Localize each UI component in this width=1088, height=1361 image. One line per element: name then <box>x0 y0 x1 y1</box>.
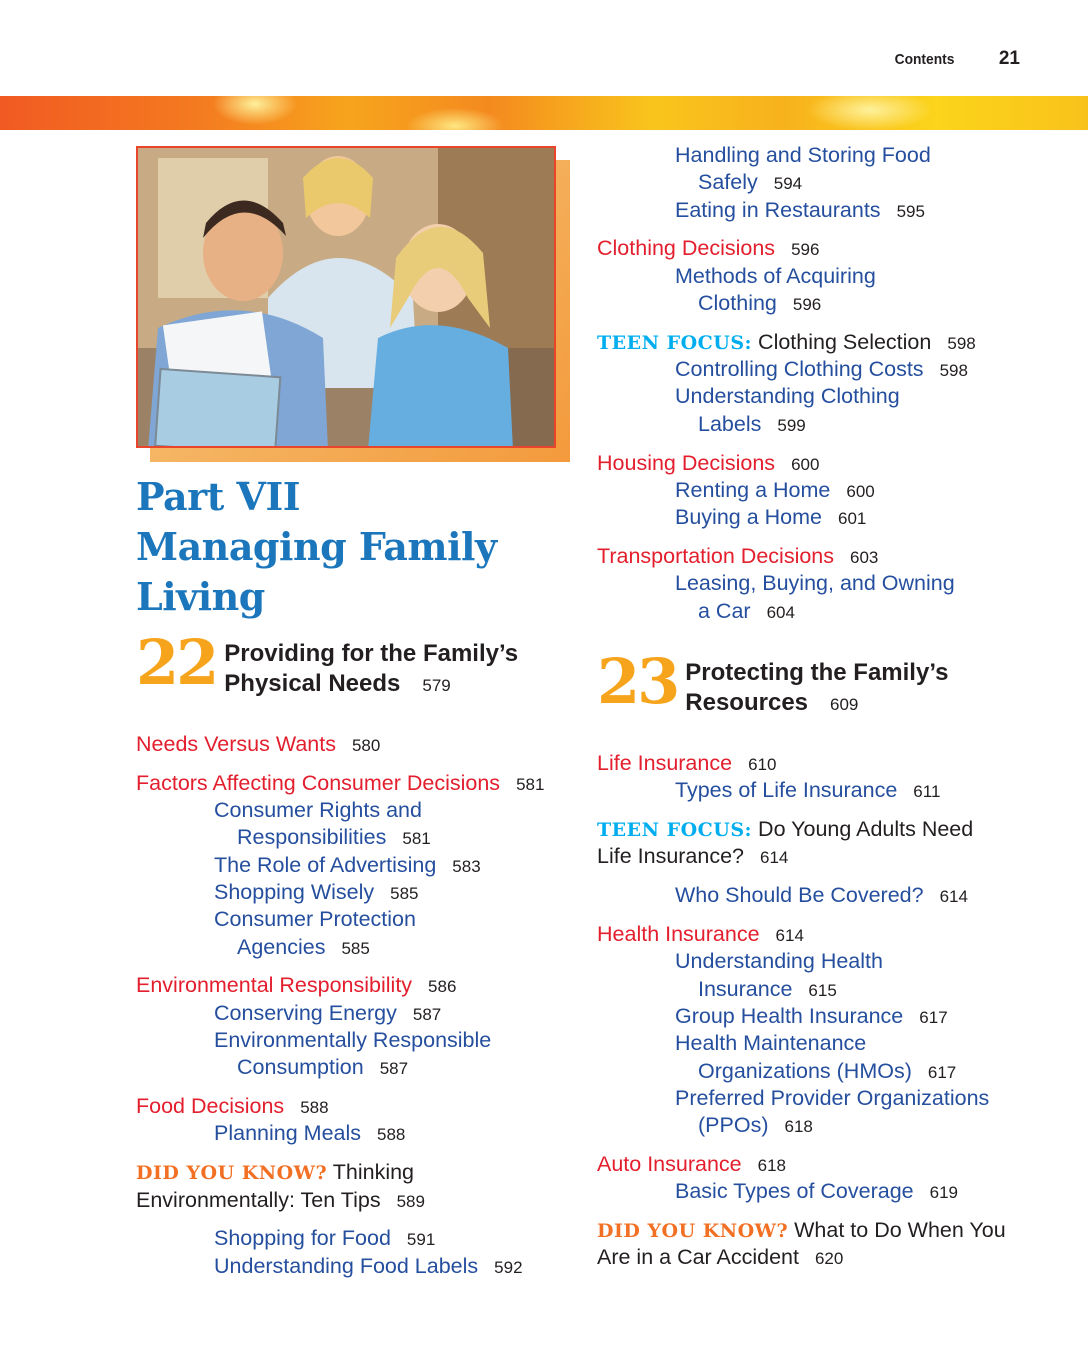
toc-subsection-entry[interactable] <box>698 290 821 318</box>
entry-page-number: 592 <box>494 1257 523 1277</box>
entry-page-number: 598 <box>939 361 968 381</box>
chapter-22-number: 22 <box>136 626 217 699</box>
toc-subsection-entry[interactable] <box>675 197 925 225</box>
entry-page-number: 586 <box>428 977 457 997</box>
entry-page-number: 587 <box>379 1059 409 1079</box>
entry-page-number: 618 <box>757 1155 786 1175</box>
entry-page-number: 614 <box>939 887 968 907</box>
toc-subsection-entry[interactable] <box>214 906 416 933</box>
entry-title: Housing Decisions <box>597 450 776 475</box>
entry-page-number: 585 <box>390 884 419 903</box>
toc-subsection-entry[interactable] <box>698 1058 956 1086</box>
entry-title: Environmental Responsibility <box>136 973 413 998</box>
entry-title: Methods of Acquiring <box>675 263 876 288</box>
toc-section-entry[interactable] <box>597 921 804 949</box>
teen-focus-feature[interactable] <box>597 816 973 844</box>
entry-title: Leasing, Buying, and Owning <box>675 571 955 596</box>
feature-label: DID YOU KNOW? <box>136 1162 328 1185</box>
toc-subsection-entry[interactable] <box>237 934 370 962</box>
toc-subsection-entry[interactable] <box>675 948 883 975</box>
toc-subsection-entry[interactable] <box>214 879 419 907</box>
toc-subsection-entry[interactable] <box>675 1178 958 1206</box>
entry-title: Group Health Insurance <box>675 1003 904 1028</box>
entry-title: Are in a Car Accident <box>597 1245 799 1270</box>
entry-title: Agencies <box>237 934 326 959</box>
entry-title: Shopping Wisely <box>214 880 375 904</box>
entry-page-number: 615 <box>808 980 837 1000</box>
entry-title: Consumer Rights and <box>214 798 422 823</box>
entry-page-number: 588 <box>300 1098 329 1118</box>
entry-page-number: 588 <box>377 1125 406 1145</box>
chapter-23-number: 23 <box>597 645 678 718</box>
entry-title: Needs Versus Wants <box>136 732 336 756</box>
entry-title: Renting a Home <box>675 477 831 502</box>
entry-title: Organizations (HMOs) <box>698 1058 912 1083</box>
toc-section-entry[interactable] <box>597 450 819 478</box>
section-label: Contents <box>894 51 955 68</box>
toc-subsection-entry[interactable] <box>675 383 900 410</box>
entry-page-number: 598 <box>947 333 976 353</box>
entry-page-number: 595 <box>896 201 925 221</box>
toc-subsection-entry[interactable] <box>597 843 788 871</box>
entry-page-number: 601 <box>838 509 867 529</box>
chapter-22-title[interactable] <box>224 639 518 701</box>
entry-page-number: 583 <box>452 856 481 876</box>
chapter-22-page: 579 <box>422 676 451 695</box>
toc-subsection-entry[interactable] <box>675 142 931 169</box>
toc-subsection-entry[interactable] <box>675 263 876 290</box>
entry-page-number: 620 <box>814 1249 844 1269</box>
running-header <box>892 48 1020 70</box>
entry-title: Safely <box>698 170 758 195</box>
toc-subsection-entry[interactable] <box>214 1027 491 1054</box>
toc-subsection-entry[interactable] <box>214 797 422 824</box>
entry-page-number: 619 <box>929 1183 958 1203</box>
entry-title: Understanding Health <box>675 949 883 974</box>
toc-subsection-entry[interactable] <box>214 1000 441 1028</box>
entry-page-number: 618 <box>784 1117 813 1137</box>
entry-title: Labels <box>698 411 762 436</box>
entry-title: Environmentally Responsible <box>214 1028 492 1052</box>
toc-subsection-entry[interactable] <box>675 777 940 805</box>
toc-subsection-entry[interactable] <box>237 1054 408 1082</box>
toc-subsection-entry[interactable] <box>675 477 875 505</box>
feature-label: TEEN FOCUS: <box>597 819 753 842</box>
entry-title: Eating in Restaurants <box>675 197 881 222</box>
entry-page-number: 610 <box>748 755 777 774</box>
entry-page-number: 580 <box>351 736 381 755</box>
entry-title: Buying a Home <box>675 505 822 530</box>
entry-page-number: 596 <box>791 240 820 260</box>
toc-subsection-entry[interactable] <box>698 169 802 197</box>
toc-subsection-entry[interactable] <box>237 824 431 852</box>
chapter-23-title-line2: Resources <box>685 689 809 716</box>
entry-page-number: 596 <box>792 295 822 314</box>
entry-title: Understanding Clothing <box>675 384 900 409</box>
chapter-23-title-line1: Protecting the Family’s <box>685 659 949 686</box>
feature-label: TEEN FOCUS: <box>597 331 753 354</box>
part-heading-line1: Part VII <box>136 474 301 519</box>
toc-section-entry[interactable] <box>136 770 544 798</box>
entry-page-number: 585 <box>341 938 370 958</box>
entry-title: Conserving Energy <box>214 1000 397 1025</box>
entry-title: The Role of Advertising <box>214 852 437 877</box>
entry-page-number: 587 <box>412 1004 442 1024</box>
entry-title: Controlling Clothing Costs <box>675 357 924 382</box>
chapter-23-heading <box>597 645 949 720</box>
toc-section-entry[interactable] <box>597 235 819 263</box>
entry-title: What to Do When You <box>794 1218 1006 1242</box>
entry-title: Basic Types of Coverage <box>675 1179 914 1204</box>
entry-title: Planning Meals <box>214 1121 362 1146</box>
entry-page-number: 603 <box>850 547 879 567</box>
chapter-22-title-line2: Physical Needs <box>224 670 401 697</box>
entry-title: Consumer Protection <box>214 907 416 932</box>
entry-page-number: 594 <box>773 174 803 194</box>
entry-title: Preferred Provider Organizations <box>675 1085 990 1110</box>
entry-title: Who Should Be Covered? <box>675 883 924 908</box>
toc-subsection-entry[interactable] <box>675 504 866 532</box>
entry-title: Environmentally: Ten Tips <box>136 1187 381 1212</box>
entry-title: Clothing Decisions <box>597 236 776 261</box>
chapter-23-title[interactable] <box>685 658 948 720</box>
toc-subsection-entry[interactable] <box>698 411 806 439</box>
family-photo-illustration <box>138 148 556 448</box>
entry-title: Consumption <box>237 1055 364 1080</box>
entry-title: a Car <box>698 598 751 623</box>
chapter-23-page: 609 <box>830 695 859 714</box>
entry-page-number: 614 <box>775 926 804 945</box>
entry-title: Factors Affecting Consumer Decisions <box>136 770 501 795</box>
toc-subsection-entry[interactable] <box>698 976 837 1004</box>
toc-subsection-entry[interactable] <box>136 1187 425 1215</box>
page-number: 21 <box>998 48 1020 69</box>
entry-title: Do Young Adults Need <box>758 817 974 842</box>
entry-title: Auto Insurance <box>597 1151 742 1176</box>
family-photo <box>136 146 556 448</box>
toc-subsection-entry[interactable] <box>698 598 795 626</box>
toc-subsection-entry[interactable] <box>675 1085 989 1112</box>
entry-title: Shopping for Food <box>214 1226 391 1251</box>
entry-title: Understanding Food Labels <box>214 1253 479 1278</box>
toc-section-entry[interactable] <box>597 750 776 778</box>
toc-subsection-entry[interactable] <box>597 1244 843 1272</box>
entry-page-number: 581 <box>516 774 545 794</box>
toc-subsection-entry[interactable] <box>214 852 481 880</box>
chapter-22-heading <box>136 626 519 701</box>
toc-subsection-entry[interactable] <box>698 1112 813 1140</box>
entry-title: (PPOs) <box>698 1113 769 1138</box>
entry-title: Transportation Decisions <box>597 543 835 568</box>
part-heading-line3: Living <box>136 574 265 619</box>
toc-section-entry[interactable] <box>136 972 456 1000</box>
feature-label: DID YOU KNOW? <box>597 1220 789 1242</box>
toc-subsection-entry[interactable] <box>675 1003 948 1031</box>
entry-page-number: 600 <box>846 481 875 501</box>
toc-section-entry[interactable] <box>136 731 380 759</box>
decorative-flame-band <box>0 96 1088 130</box>
toc-subsection-entry[interactable] <box>214 1225 435 1253</box>
did-you-know-feature[interactable] <box>136 1159 414 1187</box>
chapter-22-title-line1: Providing for the Family’s <box>224 640 519 667</box>
toc-subsection-entry[interactable] <box>675 1030 866 1057</box>
toc-subsection-entry[interactable] <box>675 882 968 910</box>
part-heading <box>136 472 497 622</box>
entry-title: Health Insurance <box>597 922 760 946</box>
toc-section-entry[interactable] <box>597 1151 786 1179</box>
entry-page-number: 617 <box>927 1062 957 1082</box>
part-heading-line2: Managing Family <box>136 524 497 569</box>
entry-page-number: 589 <box>396 1191 425 1211</box>
toc-subsection-entry[interactable] <box>214 1253 523 1281</box>
entry-title: Life Insurance <box>597 751 733 775</box>
entry-page-number: 604 <box>766 602 795 622</box>
toc-section-entry[interactable] <box>136 1093 329 1121</box>
teen-focus-feature[interactable] <box>597 329 976 357</box>
entry-title: Food Decisions <box>136 1094 285 1119</box>
toc-section-entry[interactable] <box>597 543 878 571</box>
entry-title: Insurance <box>698 976 793 1001</box>
toc-subsection-entry[interactable] <box>675 570 955 597</box>
entry-page-number: 611 <box>913 782 941 802</box>
entry-title: Thinking <box>332 1160 415 1185</box>
entry-page-number: 614 <box>760 848 789 868</box>
did-you-know-feature[interactable] <box>597 1217 1006 1245</box>
entry-page-number: 617 <box>919 1007 948 1027</box>
entry-title: Responsibilities <box>237 825 387 850</box>
entry-page-number: 591 <box>406 1230 436 1250</box>
entry-page-number: 599 <box>777 415 806 435</box>
entry-title: Health Maintenance <box>675 1031 867 1056</box>
entry-title: Types of Life Insurance <box>675 778 898 803</box>
toc-subsection-entry[interactable] <box>675 356 968 384</box>
entry-title: Clothing Selection <box>758 329 932 354</box>
entry-title: Handling and Storing Food <box>675 143 931 167</box>
entry-page-number: 600 <box>791 454 820 474</box>
entry-title: Clothing <box>698 291 777 315</box>
entry-title: Life Insurance? <box>597 844 745 869</box>
toc-subsection-entry[interactable] <box>214 1120 405 1148</box>
entry-page-number: 581 <box>402 829 431 849</box>
